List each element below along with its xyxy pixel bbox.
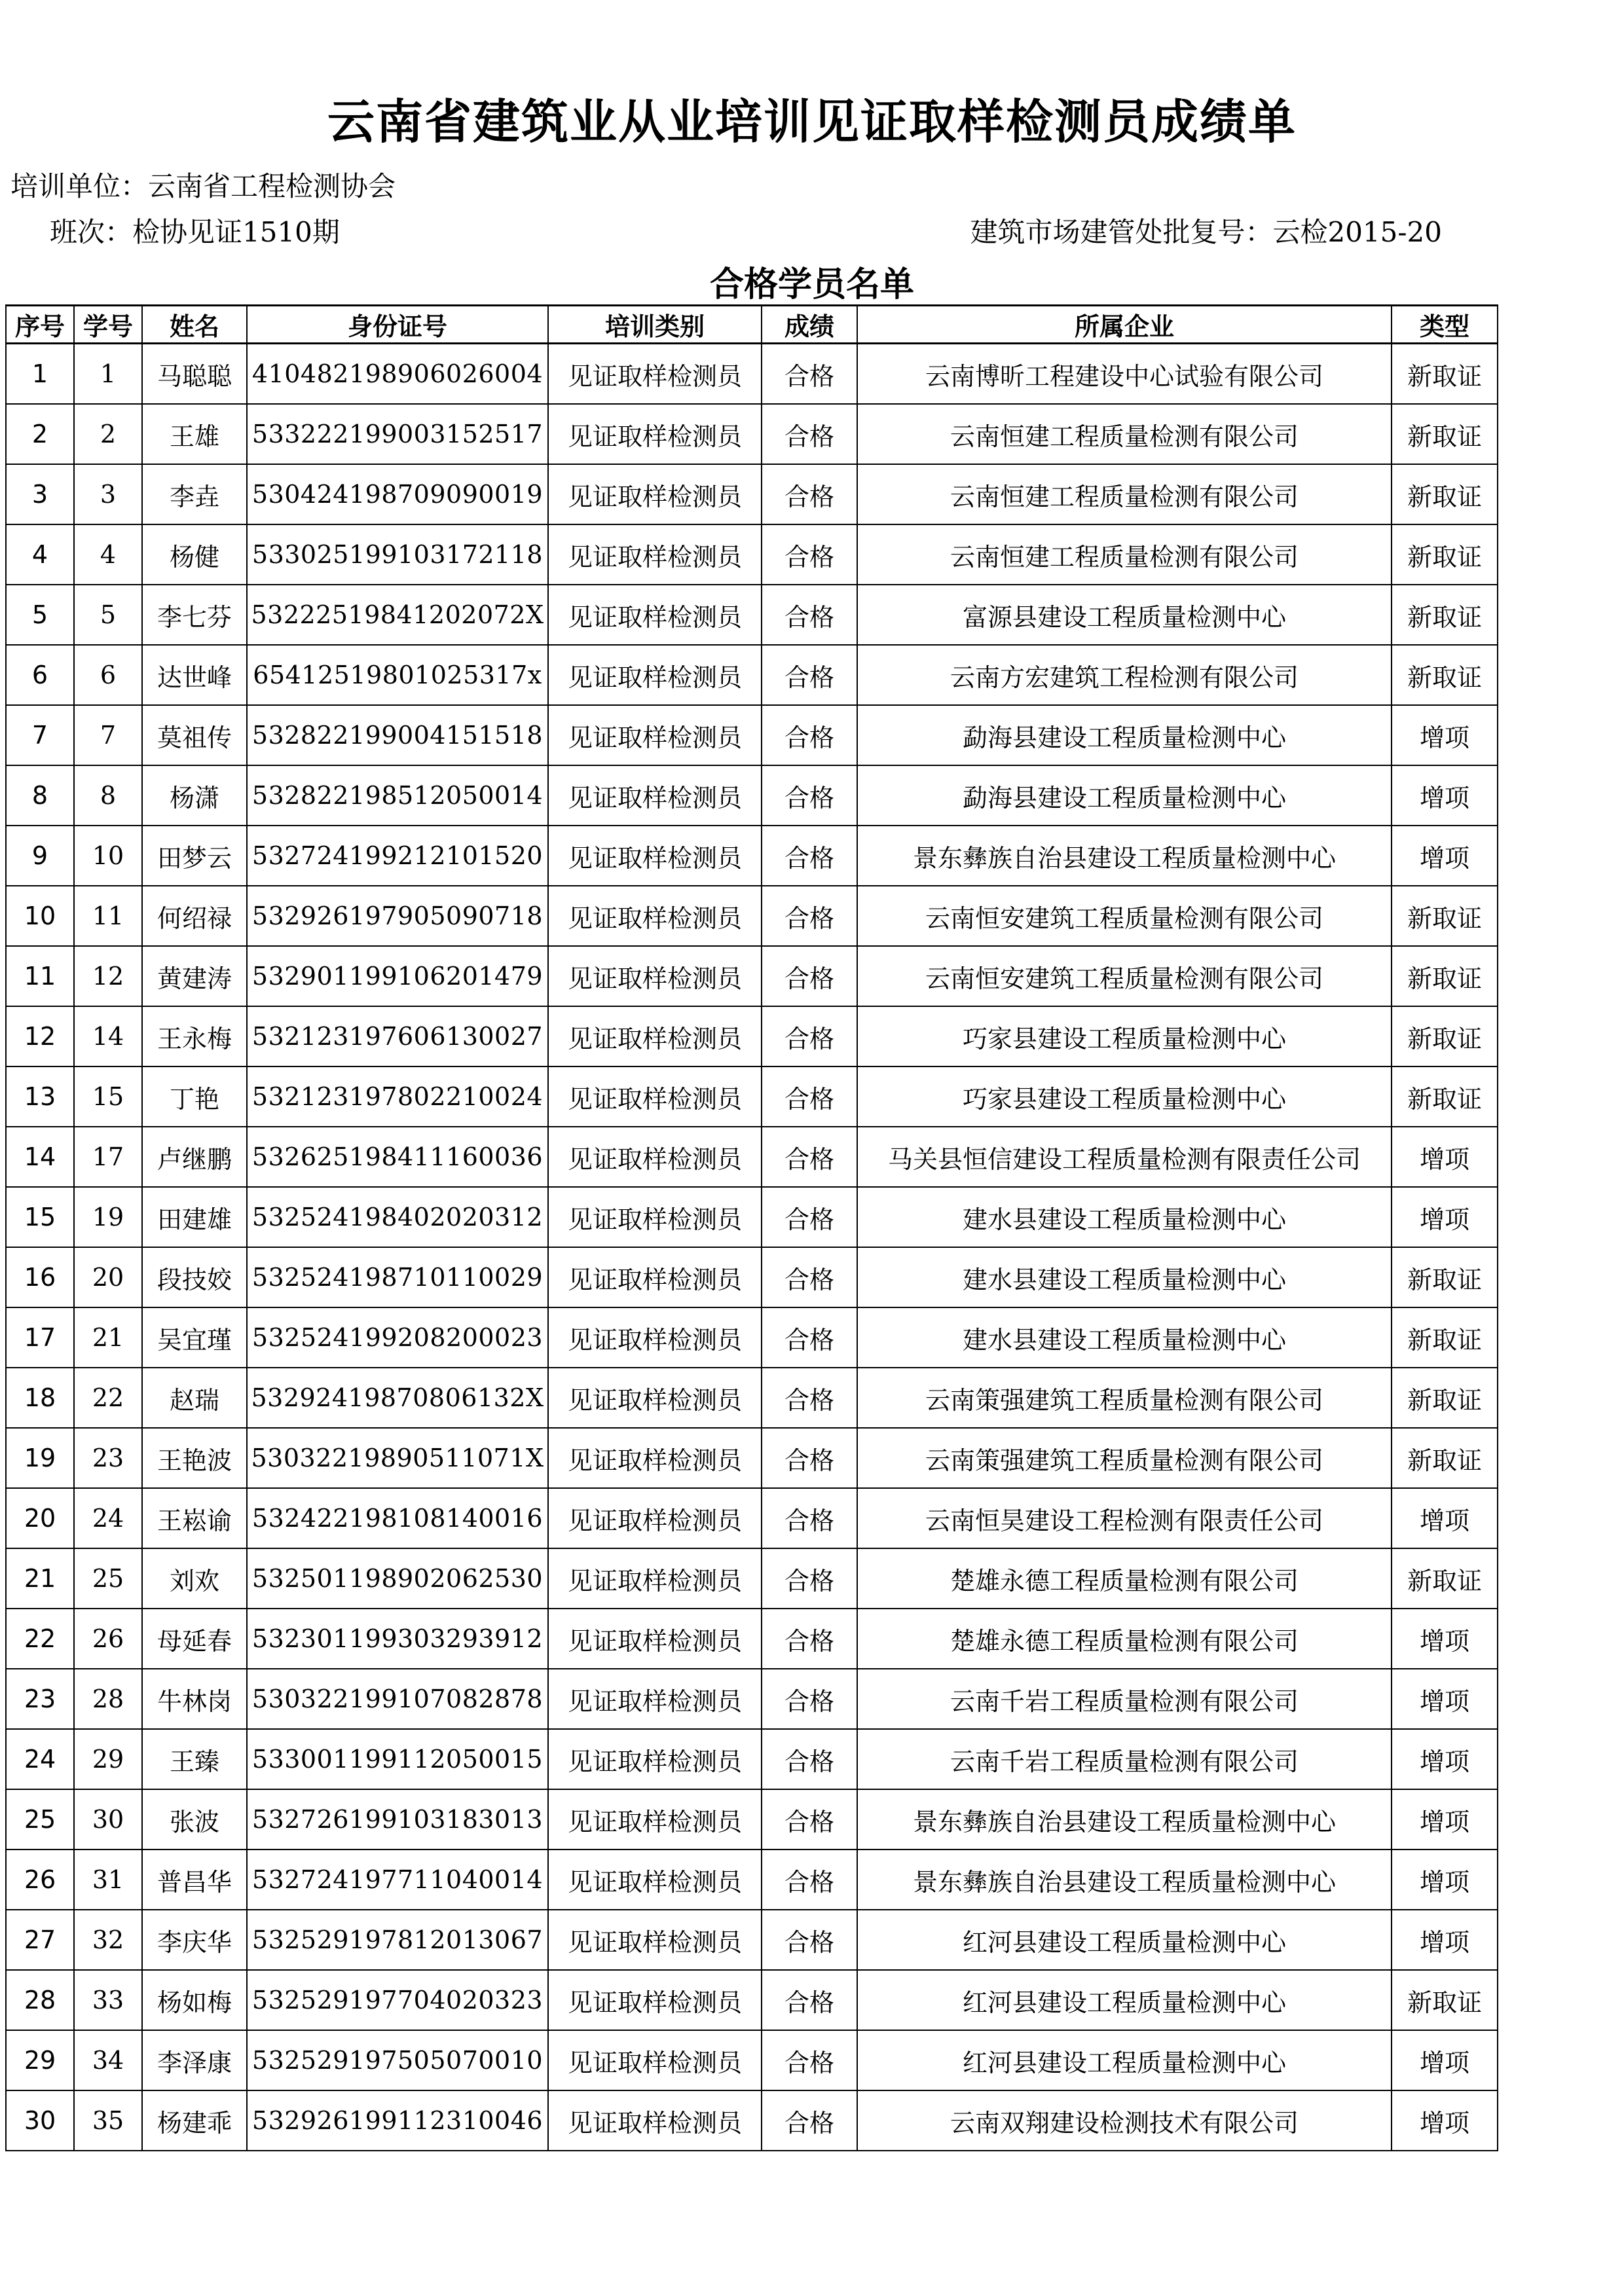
- cell-id-number: 532901199106201479: [247, 946, 548, 1006]
- cell-training-category: 见证取样检测员: [548, 344, 762, 405]
- cell-name: 莫祖传: [142, 705, 247, 765]
- cell-type: 新取证: [1392, 344, 1498, 405]
- cell-id-number: 53032219890511071X: [247, 1428, 548, 1488]
- col-header-name: 姓名: [142, 306, 247, 344]
- cell-training-category: 见证取样检测员: [548, 1729, 762, 1789]
- cell-result: 合格: [762, 344, 857, 405]
- cell-company: 红河县建设工程质量检测中心: [857, 1910, 1392, 1970]
- cell-seq: 28: [6, 1970, 74, 2030]
- cell-result: 合格: [762, 404, 857, 464]
- col-header-training-category: 培训类别: [548, 306, 762, 344]
- cell-training-category: 见证取样检测员: [548, 1789, 762, 1850]
- cell-result: 合格: [762, 1488, 857, 1548]
- cell-name: 卢继鹏: [142, 1127, 247, 1187]
- cell-id-number: 533222199003152517: [247, 404, 548, 464]
- cell-type: 新取证: [1392, 1548, 1498, 1609]
- cell-company: 云南恒建工程质量检测有限公司: [857, 524, 1392, 585]
- cell-type: 新取证: [1392, 1247, 1498, 1307]
- cell-training-category: 见证取样检测员: [548, 585, 762, 645]
- cell-result: 合格: [762, 1548, 857, 1609]
- table-row: [6, 2030, 1498, 2090]
- cell-name: 母延春: [142, 1609, 247, 1669]
- cell-training-category: 见证取样检测员: [548, 524, 762, 585]
- cell-name: 王艳波: [142, 1428, 247, 1488]
- cell-company: 巧家县建设工程质量检测中心: [857, 1066, 1392, 1127]
- training-unit: 培训单位：云南省工程检测协会: [10, 170, 396, 202]
- cell-type: 新取证: [1392, 1307, 1498, 1368]
- table-row: [6, 1609, 1498, 1669]
- roster-table: [5, 304, 1498, 2151]
- cell-result: 合格: [762, 1187, 857, 1247]
- cell-name: 刘欢: [142, 1548, 247, 1609]
- cell-result: 合格: [762, 946, 857, 1006]
- cell-type: 增项: [1392, 1910, 1498, 1970]
- cell-seq: 11: [6, 946, 74, 1006]
- cell-training-category: 见证取样检测员: [548, 1368, 762, 1428]
- cell-name: 何绍禄: [142, 886, 247, 946]
- cell-student-no: 4: [74, 524, 142, 585]
- cell-type: 新取证: [1392, 645, 1498, 705]
- cell-result: 合格: [762, 1609, 857, 1669]
- cell-id-number: 532123197802210024: [247, 1066, 548, 1127]
- cell-training-category: 见证取样检测员: [548, 645, 762, 705]
- cell-company: 红河县建设工程质量检测中心: [857, 1970, 1392, 2030]
- cell-training-category: 见证取样检测员: [548, 2030, 762, 2090]
- cell-result: 合格: [762, 1789, 857, 1850]
- cell-seq: 12: [6, 1006, 74, 1066]
- cell-name: 田梦云: [142, 826, 247, 886]
- cell-type: 新取证: [1392, 1006, 1498, 1066]
- cell-name: 杨如梅: [142, 1970, 247, 2030]
- cell-company: 勐海县建设工程质量检测中心: [857, 705, 1392, 765]
- cell-name: 丁艳: [142, 1066, 247, 1127]
- class-info: 班次：检协见证1510期: [50, 216, 340, 248]
- cell-company: 云南恒昊建设工程检测有限责任公司: [857, 1488, 1392, 1548]
- cell-type: 新取证: [1392, 1368, 1498, 1428]
- cell-id-number: 532529197704020323: [247, 1970, 548, 2030]
- cell-seq: 6: [6, 645, 74, 705]
- cell-seq: 19: [6, 1428, 74, 1488]
- cell-type: 增项: [1392, 1669, 1498, 1729]
- table-row: [6, 1669, 1498, 1729]
- table-row: [6, 1006, 1498, 1066]
- cell-student-no: 21: [74, 1307, 142, 1368]
- cell-student-no: 29: [74, 1729, 142, 1789]
- col-header-company: 所属企业: [857, 306, 1392, 344]
- cell-seq: 10: [6, 886, 74, 946]
- cell-id-number: 410482198906026004: [247, 344, 548, 405]
- cell-name: 李七芬: [142, 585, 247, 645]
- table-row: [6, 645, 1498, 705]
- cell-company: 富源县建设工程质量检测中心: [857, 585, 1392, 645]
- cell-training-category: 见证取样检测员: [548, 1066, 762, 1127]
- cell-type: 新取证: [1392, 1970, 1498, 2030]
- cell-result: 合格: [762, 1428, 857, 1488]
- cell-type: 增项: [1392, 705, 1498, 765]
- cell-training-category: 见证取样检测员: [548, 1548, 762, 1609]
- cell-type: 增项: [1392, 765, 1498, 826]
- cell-seq: 25: [6, 1789, 74, 1850]
- cell-result: 合格: [762, 1247, 857, 1307]
- cell-student-no: 5: [74, 585, 142, 645]
- table-row: [6, 826, 1498, 886]
- cell-id-number: 530424198709090019: [247, 464, 548, 524]
- table-row: [6, 1548, 1498, 1609]
- cell-seq: 16: [6, 1247, 74, 1307]
- cell-id-number: 532724199212101520: [247, 826, 548, 886]
- cell-result: 合格: [762, 1006, 857, 1066]
- cell-training-category: 见证取样检测员: [548, 705, 762, 765]
- cell-student-no: 14: [74, 1006, 142, 1066]
- cell-company: 勐海县建设工程质量检测中心: [857, 765, 1392, 826]
- col-header-result: 成绩: [762, 306, 857, 344]
- cell-training-category: 见证取样检测员: [548, 1187, 762, 1247]
- cell-name: 黄建涛: [142, 946, 247, 1006]
- cell-company: 红河县建设工程质量检测中心: [857, 2030, 1392, 2090]
- page-title: 云南省建筑业从业培训见证取样检测员成绩单: [327, 94, 1297, 149]
- table-row: [6, 1247, 1498, 1307]
- cell-id-number: 530322199107082878: [247, 1669, 548, 1729]
- cell-student-no: 2: [74, 404, 142, 464]
- cell-name: 王臻: [142, 1729, 247, 1789]
- cell-company: 马关县恒信建设工程质量检测有限责任公司: [857, 1127, 1392, 1187]
- cell-type: 增项: [1392, 2030, 1498, 2090]
- cell-student-no: 23: [74, 1428, 142, 1488]
- cell-name: 达世峰: [142, 645, 247, 705]
- cell-type: 增项: [1392, 1729, 1498, 1789]
- cell-type: 增项: [1392, 1609, 1498, 1669]
- cell-student-no: 6: [74, 645, 142, 705]
- cell-name: 李泽康: [142, 2030, 247, 2090]
- cell-company: 楚雄永德工程质量检测有限公司: [857, 1609, 1392, 1669]
- cell-student-no: 28: [74, 1669, 142, 1729]
- cell-student-no: 7: [74, 705, 142, 765]
- cell-seq: 1: [6, 344, 74, 405]
- cell-student-no: 3: [74, 464, 142, 524]
- cell-name: 张波: [142, 1789, 247, 1850]
- cell-type: 新取证: [1392, 464, 1498, 524]
- cell-id-number: 532926197905090718: [247, 886, 548, 946]
- cell-seq: 20: [6, 1488, 74, 1548]
- cell-result: 合格: [762, 1368, 857, 1428]
- table-row: [6, 1729, 1498, 1789]
- table-row: [6, 1428, 1498, 1488]
- table-row: [6, 1910, 1498, 1970]
- approval-number: 建筑市场建管处批复号：云检2015-20: [970, 216, 1442, 248]
- cell-result: 合格: [762, 1066, 857, 1127]
- cell-training-category: 见证取样检测员: [548, 765, 762, 826]
- table-row: [6, 1970, 1498, 2030]
- table-row: [6, 1789, 1498, 1850]
- cell-name: 马聪聪: [142, 344, 247, 405]
- cell-company: 云南恒建工程质量检测有限公司: [857, 404, 1392, 464]
- cell-company: 云南策强建筑工程质量检测有限公司: [857, 1368, 1392, 1428]
- cell-training-category: 见证取样检测员: [548, 946, 762, 1006]
- table-row: [6, 705, 1498, 765]
- cell-seq: 17: [6, 1307, 74, 1368]
- cell-id-number: 533001199112050015: [247, 1729, 548, 1789]
- table-row: [6, 946, 1498, 1006]
- cell-name: 李庆华: [142, 1910, 247, 1970]
- cell-training-category: 见证取样检测员: [548, 826, 762, 886]
- cell-result: 合格: [762, 1910, 857, 1970]
- cell-name: 杨健: [142, 524, 247, 585]
- cell-training-category: 见证取样检测员: [548, 1006, 762, 1066]
- cell-id-number: 532422198108140016: [247, 1488, 548, 1548]
- cell-name: 普昌华: [142, 1850, 247, 1910]
- cell-seq: 30: [6, 2090, 74, 2151]
- cell-company: 云南恒建工程质量检测有限公司: [857, 464, 1392, 524]
- cell-company: 云南双翔建设检测技术有限公司: [857, 2090, 1392, 2151]
- cell-company: 景东彝族自治县建设工程质量检测中心: [857, 1850, 1392, 1910]
- table-row: [6, 344, 1498, 405]
- cell-result: 合格: [762, 1669, 857, 1729]
- table-header-row: [6, 306, 1498, 344]
- cell-company: 云南博昕工程建设中心试验有限公司: [857, 344, 1392, 405]
- cell-student-no: 11: [74, 886, 142, 946]
- cell-id-number: 532822198512050014: [247, 765, 548, 826]
- cell-training-category: 见证取样检测员: [548, 2090, 762, 2151]
- cell-id-number: 532822199004151518: [247, 705, 548, 765]
- cell-name: 李垚: [142, 464, 247, 524]
- cell-id-number: 53292419870806132X: [247, 1368, 548, 1428]
- cell-student-no: 26: [74, 1609, 142, 1669]
- cell-result: 合格: [762, 1729, 857, 1789]
- table-row: [6, 765, 1498, 826]
- cell-training-category: 见证取样检测员: [548, 886, 762, 946]
- cell-training-category: 见证取样检测员: [548, 1428, 762, 1488]
- cell-training-category: 见证取样检测员: [548, 404, 762, 464]
- cell-id-number: 65412519801025317x: [247, 645, 548, 705]
- cell-id-number: 532726199103183013: [247, 1789, 548, 1850]
- cell-student-no: 22: [74, 1368, 142, 1428]
- cell-seq: 29: [6, 2030, 74, 2090]
- cell-seq: 13: [6, 1066, 74, 1127]
- table-row: [6, 404, 1498, 464]
- cell-training-category: 见证取样检测员: [548, 1127, 762, 1187]
- cell-student-no: 19: [74, 1187, 142, 1247]
- cell-id-number: 532724197711040014: [247, 1850, 548, 1910]
- col-header-type: 类型: [1392, 306, 1498, 344]
- cell-seq: 24: [6, 1729, 74, 1789]
- cell-type: 增项: [1392, 826, 1498, 886]
- cell-name: 赵瑞: [142, 1368, 247, 1428]
- cell-student-no: 25: [74, 1548, 142, 1609]
- cell-student-no: 8: [74, 765, 142, 826]
- cell-seq: 8: [6, 765, 74, 826]
- cell-company: 云南策强建筑工程质量检测有限公司: [857, 1428, 1392, 1488]
- cell-seq: 4: [6, 524, 74, 585]
- cell-id-number: 53222519841202072X: [247, 585, 548, 645]
- table-row: [6, 1368, 1498, 1428]
- cell-result: 合格: [762, 585, 857, 645]
- table-row: [6, 464, 1498, 524]
- cell-seq: 23: [6, 1669, 74, 1729]
- cell-student-no: 35: [74, 2090, 142, 2151]
- cell-type: 增项: [1392, 2090, 1498, 2151]
- cell-company: 建水县建设工程质量检测中心: [857, 1307, 1392, 1368]
- cell-company: 云南千岩工程质量检测有限公司: [857, 1729, 1392, 1789]
- cell-student-no: 34: [74, 2030, 142, 2090]
- cell-student-no: 15: [74, 1066, 142, 1127]
- table-row: [6, 1850, 1498, 1910]
- cell-student-no: 1: [74, 344, 142, 405]
- cell-seq: 5: [6, 585, 74, 645]
- cell-name: 王永梅: [142, 1006, 247, 1066]
- cell-result: 合格: [762, 886, 857, 946]
- cell-result: 合格: [762, 1970, 857, 2030]
- cell-name: 王崧谕: [142, 1488, 247, 1548]
- cell-seq: 21: [6, 1548, 74, 1609]
- cell-type: 增项: [1392, 1850, 1498, 1910]
- cell-company: 云南方宏建筑工程检测有限公司: [857, 645, 1392, 705]
- cell-result: 合格: [762, 705, 857, 765]
- cell-training-category: 见证取样检测员: [548, 1307, 762, 1368]
- cell-training-category: 见证取样检测员: [548, 1910, 762, 1970]
- cell-name: 杨建乖: [142, 2090, 247, 2151]
- cell-result: 合格: [762, 2030, 857, 2090]
- col-header-student-no: 学号: [74, 306, 142, 344]
- cell-training-category: 见证取样检测员: [548, 464, 762, 524]
- cell-company: 建水县建设工程质量检测中心: [857, 1247, 1392, 1307]
- cell-id-number: 532301199303293912: [247, 1609, 548, 1669]
- cell-result: 合格: [762, 826, 857, 886]
- cell-company: 云南千岩工程质量检测有限公司: [857, 1669, 1392, 1729]
- cell-training-category: 见证取样检测员: [548, 1850, 762, 1910]
- cell-seq: 2: [6, 404, 74, 464]
- table-row: [6, 1066, 1498, 1127]
- cell-seq: 15: [6, 1187, 74, 1247]
- cell-seq: 18: [6, 1368, 74, 1428]
- cell-seq: 7: [6, 705, 74, 765]
- cell-id-number: 532524198402020312: [247, 1187, 548, 1247]
- cell-training-category: 见证取样检测员: [548, 1669, 762, 1729]
- cell-training-category: 见证取样检测员: [548, 1247, 762, 1307]
- cell-student-no: 31: [74, 1850, 142, 1910]
- cell-student-no: 12: [74, 946, 142, 1006]
- cell-id-number: 532123197606130027: [247, 1006, 548, 1066]
- cell-type: 新取证: [1392, 524, 1498, 585]
- cell-name: 牛林岗: [142, 1669, 247, 1729]
- cell-training-category: 见证取样检测员: [548, 1488, 762, 1548]
- cell-seq: 22: [6, 1609, 74, 1669]
- table-row: [6, 1307, 1498, 1368]
- cell-seq: 3: [6, 464, 74, 524]
- cell-seq: 9: [6, 826, 74, 886]
- cell-student-no: 24: [74, 1488, 142, 1548]
- cell-type: 增项: [1392, 1488, 1498, 1548]
- cell-id-number: 532501198902062530: [247, 1548, 548, 1609]
- cell-student-no: 32: [74, 1910, 142, 1970]
- cell-id-number: 533025199103172118: [247, 524, 548, 585]
- cell-type: 新取证: [1392, 1066, 1498, 1127]
- cell-id-number: 532529197505070010: [247, 2030, 548, 2090]
- cell-id-number: 532926199112310046: [247, 2090, 548, 2151]
- table-row: [6, 886, 1498, 946]
- cell-company: 云南恒安建筑工程质量检测有限公司: [857, 946, 1392, 1006]
- cell-company: 巧家县建设工程质量检测中心: [857, 1006, 1392, 1066]
- cell-company: 景东彝族自治县建设工程质量检测中心: [857, 1789, 1392, 1850]
- col-header-seq: 序号: [6, 306, 74, 344]
- cell-type: 新取证: [1392, 946, 1498, 1006]
- cell-company: 楚雄永德工程质量检测有限公司: [857, 1548, 1392, 1609]
- table-row: [6, 524, 1498, 585]
- table-body: [6, 344, 1498, 2151]
- cell-result: 合格: [762, 765, 857, 826]
- cell-type: 增项: [1392, 1127, 1498, 1187]
- cell-type: 增项: [1392, 1187, 1498, 1247]
- cell-id-number: 532524198710110029: [247, 1247, 548, 1307]
- cell-student-no: 10: [74, 826, 142, 886]
- cell-type: 增项: [1392, 1789, 1498, 1850]
- cell-student-no: 30: [74, 1789, 142, 1850]
- cell-company: 建水县建设工程质量检测中心: [857, 1187, 1392, 1247]
- table-row: [6, 1488, 1498, 1548]
- cell-name: 段技姣: [142, 1247, 247, 1307]
- list-subtitle: 合格学员名单: [709, 265, 914, 304]
- table-row: [6, 2090, 1498, 2151]
- cell-type: 新取证: [1392, 585, 1498, 645]
- cell-training-category: 见证取样检测员: [548, 1970, 762, 2030]
- cell-type: 新取证: [1392, 1428, 1498, 1488]
- col-header-id-number: 身份证号: [247, 306, 548, 344]
- cell-result: 合格: [762, 524, 857, 585]
- table-row: [6, 1187, 1498, 1247]
- table-row: [6, 1127, 1498, 1187]
- cell-name: 杨潇: [142, 765, 247, 826]
- cell-company: 云南恒安建筑工程质量检测有限公司: [857, 886, 1392, 946]
- cell-result: 合格: [762, 1307, 857, 1368]
- cell-id-number: 532529197812013067: [247, 1910, 548, 1970]
- cell-student-no: 17: [74, 1127, 142, 1187]
- cell-seq: 14: [6, 1127, 74, 1187]
- cell-seq: 27: [6, 1910, 74, 1970]
- cell-type: 新取证: [1392, 886, 1498, 946]
- cell-result: 合格: [762, 645, 857, 705]
- cell-company: 景东彝族自治县建设工程质量检测中心: [857, 826, 1392, 886]
- table-row: [6, 585, 1498, 645]
- cell-id-number: 532625198411160036: [247, 1127, 548, 1187]
- cell-training-category: 见证取样检测员: [548, 1609, 762, 1669]
- cell-type: 新取证: [1392, 404, 1498, 464]
- cell-name: 田建雄: [142, 1187, 247, 1247]
- cell-student-no: 20: [74, 1247, 142, 1307]
- cell-name: 吴宜瑾: [142, 1307, 247, 1368]
- cell-seq: 26: [6, 1850, 74, 1910]
- cell-name: 王雄: [142, 404, 247, 464]
- cell-student-no: 33: [74, 1970, 142, 2030]
- cell-result: 合格: [762, 2090, 857, 2151]
- cell-id-number: 532524199208200023: [247, 1307, 548, 1368]
- cell-result: 合格: [762, 464, 857, 524]
- cell-result: 合格: [762, 1850, 857, 1910]
- cell-result: 合格: [762, 1127, 857, 1187]
